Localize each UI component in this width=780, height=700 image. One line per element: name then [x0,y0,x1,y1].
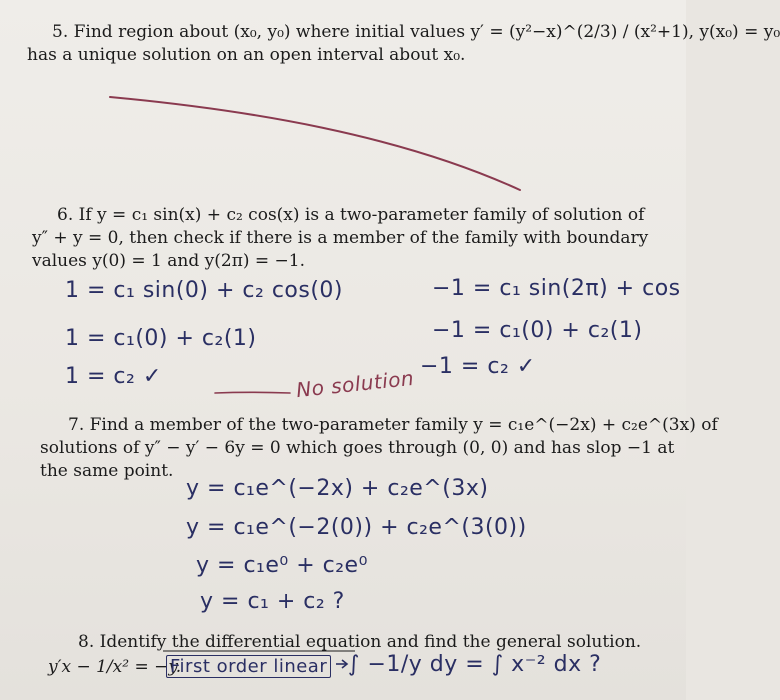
q8-line1: 8. Identify the differential equation and find the general solution. [78,632,642,652]
q7-work-2: y = c₁e^(−2(0)) + c₂e^(3(0)) [186,515,527,540]
q7-work-4: y = c₁ + c₂ ? [200,589,345,614]
q6-work-right-2: −1 = c₁(0) + c₂(1) [432,318,643,343]
q7-line1: 7. Find a member of the two-parameter family y = c₁e^(−2x) + c₂e^(3x) of [68,415,718,435]
q5-line2: has a unique solution on an open interval about x₀. [27,45,466,65]
q8-label: First order linear [166,655,331,678]
arrowhead-to-work [342,660,347,668]
q6-line1: 6. If y = c₁ sin(x) + c₂ cos(x) is a two-parameter family of solution of [57,205,645,225]
q6-conclusion: No solution [295,365,416,403]
q6-work-right-3: −1 = c₂ ✓ [420,354,536,379]
arrow-line [215,392,290,393]
q6-work-right-1: −1 = c₁ sin(2π) + cos [432,276,681,301]
stray-pen-line [110,97,520,190]
q6-work-left-1: 1 = c₁ sin(0) + c₂ cos(0) [65,278,344,303]
q7-line3: the same point. [40,461,174,481]
q6-work-left-2: 1 = c₁(0) + c₂(1) [65,326,257,351]
q8-equation: y′x − 1/x² = −y. [48,657,182,677]
q7-line2: solutions of y″ − y′ − 6y = 0 which goes through (0, 0) and has slop −1 at [40,438,675,458]
q5-line1: 5. Find region about (x₀, y₀) where initial values y′ = (y²−x)^(2/3) / (x²+1), y(x₀) = y₀ [52,22,780,42]
q7-work-3: y = c₁e⁰ + c₂e⁰ [196,553,368,578]
q6-line3: values y(0) = 1 and y(2π) = −1. [32,251,306,271]
q7-work-1: y = c₁e^(−2x) + c₂e^(3x) [186,476,489,501]
q6-line2: y″ + y = 0, then check if there is a member of the family with boundary [32,228,649,248]
q6-work-left-3: 1 = c₂ ✓ [65,364,162,389]
q8-work: ∫ −1/y dy = ∫ x⁻² dx ? [348,652,602,677]
